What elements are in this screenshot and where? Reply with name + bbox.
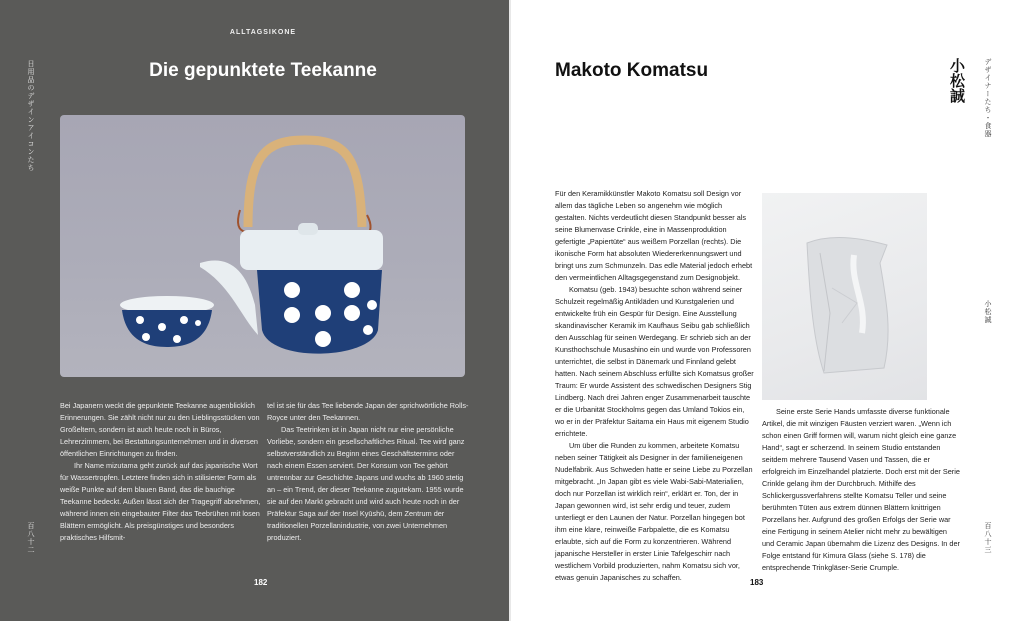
crinkle-bag-illustration-icon <box>762 193 927 400</box>
side-label-right-bottom: 百八十三 <box>984 522 992 554</box>
page-number-left: 182 <box>254 578 268 587</box>
side-label-right-top: デザイナーたち・食器 <box>984 58 992 138</box>
side-label-left-bottom: 百八十二 <box>27 522 35 554</box>
kanji-name: 小松誠 <box>948 58 966 103</box>
paragraph: Für den Keramikkünstler Makoto Komatsu soll Design vor allem das tägliche Leben so angenehm wie möglich gestalten. Nichts verdeutlicht diesen Standpunkt besser als seine Blumenvase Crinkle, eine in Massenproduktion gefertigte „Papiertüte“ aus weißem Porzellan (rechts). Die ikonische Form hat absoluten Wiedererkennungswert und bringt uns zum Schmunzeln. Das edle Material jedoch erhebt den vermeintlichen Alltagsgegenstand zum Designobjekt. <box>555 189 753 282</box>
page-title-right: Makoto Komatsu <box>555 60 709 81</box>
paragraph: Bei Japanern weckt die gepunktete Teekanne augenblicklich Erinnerungen. Sie zählt nicht nur zu den Lieblingsstücken von Großeltern, sondern ist auch heute noch in Büros, Lehrerzimmern, bei Bestattungsunternehmen und in diversen öffentlichen Einrichtungen zu finden. <box>60 401 260 458</box>
page-title-left: Die gepunktete Teekanne <box>149 60 377 81</box>
page-number-right: 183 <box>750 578 764 587</box>
text-column-right-1 <box>555 188 754 584</box>
paragraph: Ihr Name mizutama geht zurück auf das japanische Wort für Wassertropfen. Letztere finden sich in stilisierter Form als weiße Punkte auf dem blauen Band, das die bauchige Teekanne bedeckt. Außen lässt sich der Tragegriff abnehmen, während innen ein eingebauter Filter das Teebrühen mit losen Blättern ermöglicht. Als preisgünstiges und besonders praktisches Hilfsmit- <box>60 461 261 542</box>
paragraph: Komatsu (geb. 1943) besuchte schon während seiner Schulzeit regelmäßig Antikläden und Kunstgalerien und entwickelte früh ein Gespür für Design. Eine Ausstellung skandinavischer Keramik im Kaufhaus Seibu gab schließlich den Ausschlag für seinen Werdegang. Er schrieb sich an der Kunsthochschule Musashino ein und wurde von Professoren unterrichtet, die selbst in Dänemark und Finnland gelebt hatten. Nach seinem Abschluss erfüllte sich Komatsus großer Traum: Er wurde Assistent des schwedischen Designers Stig Lindberg. Nach drei Jahren enger Zusammenarbeit tauschte er die Urbanität Stockholms gegen das Umland Tokios ein, wo er in der Präfektur Saitama ein Haus mit eigenem Studio errichtete. <box>555 285 754 438</box>
paragraph: tel ist sie für das Tee liebende Japan der sprichwörtliche Rolls-Royce unter den Teekannen. <box>267 401 469 422</box>
section-kicker: ALLTAGSIKONE <box>229 29 297 36</box>
paragraph: Um über die Runden zu kommen, arbeitete Komatsu neben seiner Tätigkeit als Designer in der familieneigenen Nudelfabrik. Aus Schweden hatte er seine Liebe zu Porzellan mitgebracht. „In Japan gibt es viele Wabi-Sabi-Materialien, doch nur Porzellan ist wirklich rein“, erklärt er. Ton, der in Japan gewonnen wird, ist sehr erdig und teuer, zudem unterliegt er den Launen der Natur. Porzellan hingegen bot ihm eine klare, reinweiße Farbpalette, die es Komatsu erlaubte, sich auf die Form zu konzentrieren. Während japanische Hersteller in erster Linie Tafelgeschirr nach westlichem Vorbild produzierten, nahm Komatsu sich vor, etwas genuin Japanisches zu schaffen. <box>555 441 753 582</box>
side-label-right-middle: 小松誠 <box>984 300 992 324</box>
text-column-right-2 <box>762 406 960 574</box>
side-label-left-top: 日用品のデザインアイコンたち <box>27 60 35 172</box>
paragraph: Das Teetrinken ist in Japan nicht nur eine persönliche Vorliebe, sondern ein gesellschaftliches Ritual. Tee wird ganz selbstverständlich zu Beginn eines Geschäftstermins oder nach einem Essen serviert. Der Konsum von Tee gehört untrennbar zur Geschichte Japans und wuchs ab 1960 stetig an – ein Trend, der dieser Teekanne zugutekam. 1955 wurde sie auf den Markt gebracht und wird auch heute noch in der Präfektur Saga auf der Insel Kyūshū, dem Zentrum der traditionellen Porzellanindustrie, von zwei Unternehmen produziert. <box>267 425 465 542</box>
paragraph: Seine erste Serie Hands umfasste diverse funktionale Artikel, die mit winzigen Fäusten verziert waren. „Wenn ich schon einen Griff formen will, warum nicht gleich eine ganze Hand“, sagt er scherzend. In seinem Studio entstanden seitdem mehrere Tausend Vasen und Tassen, die er erfolgreich im Einzelhandel platzierte. Doch erst mit der Serie Crinkle gelang ihm der Durchbruch. Mithilfe des Schlickergussverfahrens stellte Komatsu Teller und seine berühmten Tüten aus extrem dünnen Blättern knittrigen Porzellans her. Aufgrund des großen Erfolgs der Serie war eine Fertigung in seinem Atelier nicht mehr zu bewältigen und Ceramic Japan übernahm die Lizenz des Designs. In der Folge entstand für Kimura Glass (siehe S. 178) die entsprechende Trinkgläser-Serie Crumple. <box>762 407 960 572</box>
crinkle-vase-photo <box>762 193 927 400</box>
